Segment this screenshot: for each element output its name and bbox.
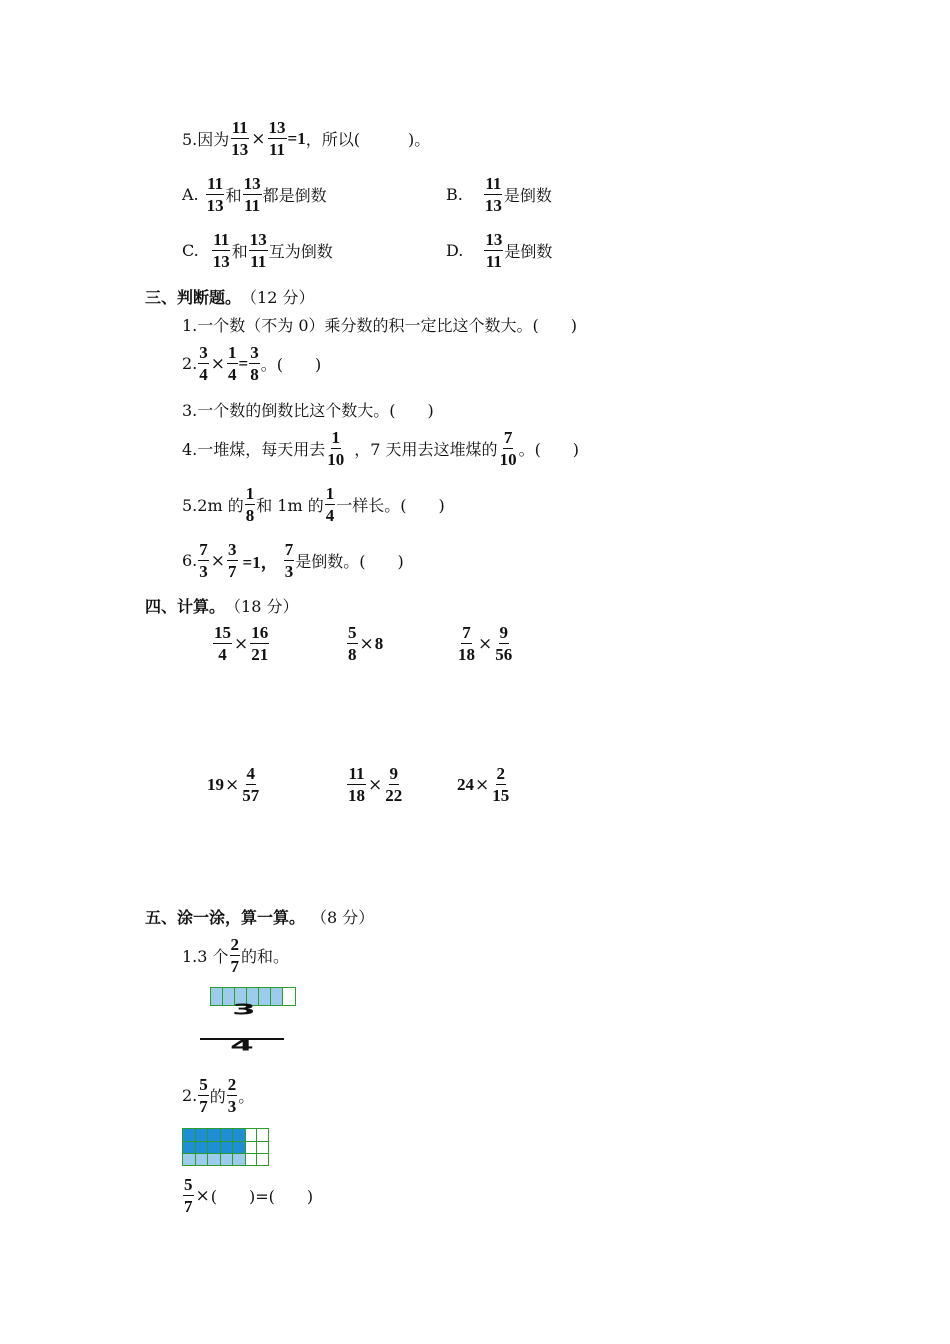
answer-fraction-mark: 3 4: [200, 1016, 284, 1064]
fraction: $\frac{11}{18}$: [348, 764, 365, 805]
fraction: $\frac{9}{22}$: [385, 764, 403, 805]
fraction: 7 10: [499, 428, 517, 469]
fraction: 11 13: [484, 174, 502, 215]
fraction: $\frac{15}{4}$: [214, 623, 231, 664]
grid-cell[interactable]: [257, 1141, 268, 1153]
judge-3: 3.一个数的倒数比这个数大。( ): [182, 401, 434, 420]
paint-2-expression: $\frac{5}{7}$ × ( )=( ): [184, 1175, 314, 1216]
strip-cell[interactable]: [283, 988, 295, 1005]
section-4-heading: 四、计算。 （18 分）: [145, 597, 299, 616]
fraction: 1 4: [325, 484, 335, 525]
grid-cell[interactable]: [257, 1129, 268, 1141]
fraction: 13 11: [243, 174, 261, 215]
judge-4: 4.一堆煤，每天用去 1 10 ，7 天用去这堆煤的 7 10 。( ): [182, 428, 580, 469]
option-a[interactable]: A. 11 13 和 13 11 都是倒数: [182, 174, 327, 215]
fraction: $\frac{7}{18}$: [458, 623, 475, 664]
grid-cell[interactable]: [208, 1129, 221, 1141]
judge-6: 6. $\frac{7}{3}$ × $\frac{3}{7}$ =1， 7 3 是倒数。( ): [182, 540, 404, 581]
judge-1: 1.一个数（不为 0）乘分数的积一定比这个数大。( ): [182, 316, 578, 335]
fraction: $\frac{5}{7}$: [184, 1175, 193, 1216]
fraction: $\frac{16}{21}$: [251, 623, 269, 664]
grid-cell[interactable]: [246, 1141, 257, 1153]
option-b[interactable]: B. 11 13 是倒数: [446, 174, 552, 215]
q5-prefix: 5.因为: [182, 130, 230, 149]
judge-5: 5.2m 的 1 8 和 1m 的 1 4 一样长。( ): [182, 484, 445, 525]
section-3-heading: 三、判断题。 （12 分）: [145, 288, 315, 307]
fraction: 11 13: [206, 174, 224, 215]
fraction: $\frac{1}{4}$: [228, 343, 237, 384]
grid-cell[interactable]: [246, 1153, 257, 1165]
fraction: 1 10: [327, 428, 345, 469]
q5-stem: [182, 118, 430, 159]
fraction: $\frac{2}{15}$: [492, 764, 510, 805]
grid-cell[interactable]: [183, 1129, 196, 1141]
fraction-grid[interactable]: [182, 1128, 269, 1166]
calc-4: 19 × $\frac{4}{57}$: [207, 764, 260, 805]
q5-suffix: ，所以( )。: [305, 130, 431, 149]
fraction: 2 3: [227, 1075, 237, 1116]
grid-cell[interactable]: [221, 1141, 234, 1153]
grid-cell[interactable]: [196, 1153, 209, 1165]
fraction: 11 13: [212, 230, 230, 271]
grid-cell[interactable]: [233, 1141, 246, 1153]
grid-cell[interactable]: [257, 1153, 268, 1165]
grid-cell[interactable]: [196, 1129, 209, 1141]
times-sign: ×: [251, 128, 266, 149]
grid-cell[interactable]: [183, 1153, 196, 1165]
option-d[interactable]: D. 13 11 是倒数: [446, 230, 553, 271]
fraction: 5 7: [199, 1075, 208, 1116]
fraction: $\frac{9}{56}$: [495, 623, 513, 664]
grid-cell[interactable]: [183, 1141, 196, 1153]
grid-cell[interactable]: [246, 1129, 257, 1141]
calc-6: 24 × $\frac{2}{15}$: [457, 764, 510, 805]
strip-cell[interactable]: [271, 988, 283, 1005]
fraction: 13 11: [485, 230, 503, 271]
fraction: $\frac{11}{13}$: [231, 118, 249, 159]
grid-cell[interactable]: [208, 1153, 221, 1165]
grid-cell[interactable]: [221, 1153, 234, 1165]
grid-cell[interactable]: [196, 1141, 209, 1153]
option-c[interactable]: C. 11 13 和 13 11 互为倒数: [182, 230, 333, 271]
fraction: $\frac{4}{57}$: [242, 764, 260, 805]
paint-2: 2. 5 7 的 2 3 。: [182, 1075, 255, 1116]
fraction: $\frac{13}{11}$: [268, 118, 286, 159]
grid-cell[interactable]: [233, 1129, 246, 1141]
fraction: 1 8: [245, 484, 255, 525]
grid-cell[interactable]: [208, 1141, 221, 1153]
calc-2: $\frac{5}{8}$ × 8: [348, 623, 384, 664]
equals-one: =1: [287, 128, 306, 148]
fraction: $\frac{3}{8}$: [250, 343, 259, 384]
fraction: $\frac{3}{7}$: [228, 540, 237, 581]
fraction: 2 7: [230, 935, 240, 976]
fraction: $\frac{5}{8}$: [348, 623, 357, 664]
calc-5: $\frac{11}{18}$ × $\frac{9}{22}$: [348, 764, 403, 805]
fraction: $\frac{3}{4}$: [199, 343, 208, 384]
paint-1: 1.3 个 2 7 的和。: [182, 935, 290, 976]
fraction: 7 3: [284, 540, 294, 581]
calc-3: $\frac{7}{18}$ × $\frac{9}{56}$: [458, 623, 513, 664]
judge-2: 2. $\frac{3}{4}$ × $\frac{1}{4}$ = $\frac{3}{8}$ 。( ): [182, 343, 322, 384]
grid-cell[interactable]: [233, 1153, 246, 1165]
grid-cell[interactable]: [221, 1129, 234, 1141]
section-5-heading: 五、涂一涂，算一算。 （8 分）: [145, 908, 375, 927]
fraction: 13 11: [249, 230, 267, 271]
fraction: $\frac{7}{3}$: [199, 540, 208, 581]
calc-1: $\frac{15}{4}$ × $\frac{16}{21}$: [214, 623, 269, 664]
